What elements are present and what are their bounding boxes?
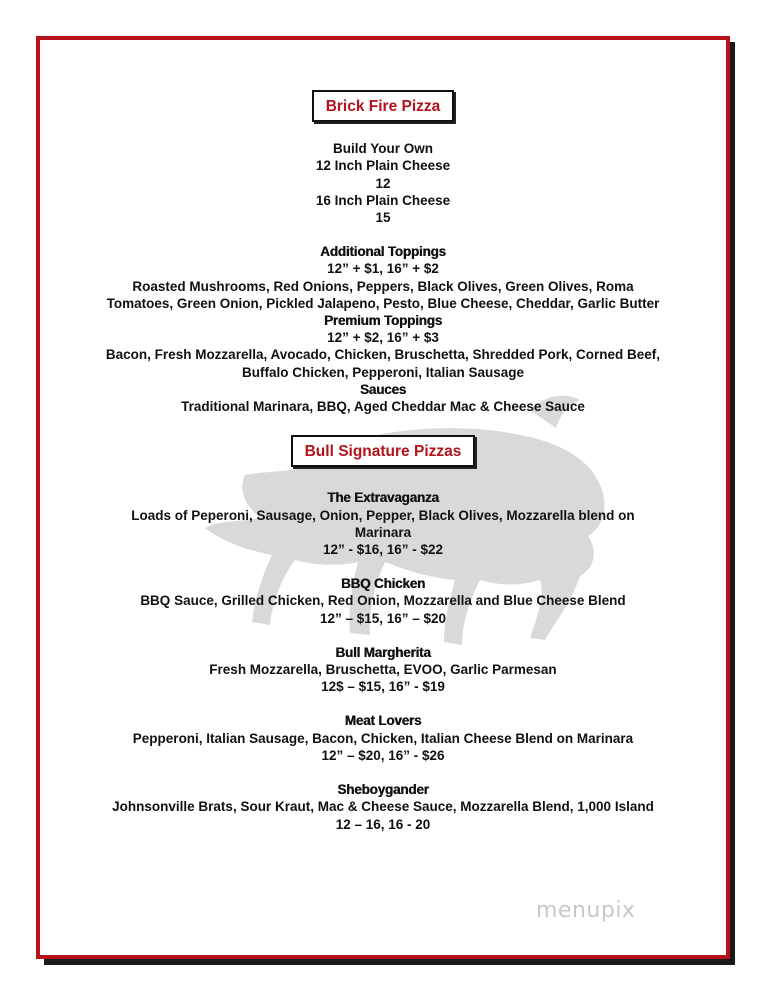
signature-item (40, 644, 726, 696)
signature-item (40, 781, 726, 833)
item-description: Pepperoni, Italian Sausage, Bacon, Chicken, Italian Cheese Blend on Marinara (132, 730, 634, 746)
item-price: 12 – 16, 16 - 20 (335, 816, 431, 832)
section-title-brick-fire-pizza: Brick Fire Pizza (312, 90, 455, 122)
large-pizza-price: 15 (375, 210, 391, 226)
premium-toppings-list: Bacon, Fresh Mozzarella, Avocado, Chicken, Bruschetta, Shredded Pork, Corned Beef, (105, 347, 661, 363)
small-pizza-label: 12 Inch Plain Cheese (315, 158, 451, 174)
item-name: Meat Lovers (344, 713, 422, 729)
item-price: 12” – $15, 16” – $20 (319, 610, 447, 626)
item-price: 12” – $20, 16” - $26 (321, 747, 445, 763)
premium-toppings-list: Buffalo Chicken, Pepperoni, Italian Sausage (241, 364, 525, 380)
item-description: Fresh Mozzarella, Bruschetta, EVOO, Garlic Parmesan (209, 662, 557, 678)
item-name: The Extravaganza (327, 490, 439, 506)
item-description: Johnsonville Brats, Sour Kraut, Mac & Cheese Sauce, Mozzarella Blend, 1,000 Island (112, 799, 654, 815)
sauces-title: Sauces (359, 381, 407, 397)
signature-item (40, 575, 726, 627)
premium-toppings-title: Premium Toppings (323, 313, 443, 329)
section-title-bull-signature-pizzas: Bull Signature Pizzas (291, 435, 476, 467)
item-description: Marinara (354, 524, 412, 540)
item-name: BBQ Chicken (340, 576, 426, 592)
item-description: Loads of Peperoni, Sausage, Onion, Pepper, Black Olives, Mozzarella blend on (131, 507, 635, 523)
item-description: BBQ Sauce, Grilled Chicken, Red Onion, Mozzarella and Blue Cheese Blend (140, 593, 626, 609)
item-price: 12$ – $15, 16” - $19 (321, 679, 445, 695)
large-pizza-label: 16 Inch Plain Cheese (315, 192, 451, 208)
sauces-list: Traditional Marinara, BBQ, Aged Cheddar Mac & Cheese Sauce (181, 399, 585, 415)
menu-content (40, 40, 726, 833)
additional-toppings-list: Tomatoes, Green Onion, Pickled Jalapeno, Pesto, Blue Cheese, Cheddar, Garlic Butter (106, 295, 660, 311)
item-name: Sheboygander (337, 782, 429, 798)
additional-toppings-price: 12” + $1, 16” + $2 (327, 261, 439, 277)
signature-item (40, 712, 726, 764)
signature-item (40, 489, 726, 558)
item-price: 12” - $16, 16” - $22 (322, 542, 444, 558)
premium-toppings-price: 12” + $2, 16” + $3 (327, 330, 439, 346)
build-your-own-title: Build Your Own (333, 141, 433, 157)
item-name: Bull Margherita (335, 644, 431, 660)
menupix-watermark: menupix (536, 898, 636, 923)
additional-toppings-list: Roasted Mushrooms, Red Onions, Peppers, Black Olives, Green Olives, Roma (132, 278, 634, 294)
additional-toppings-title: Additional Toppings (320, 244, 446, 260)
small-pizza-price: 12 (375, 175, 391, 191)
